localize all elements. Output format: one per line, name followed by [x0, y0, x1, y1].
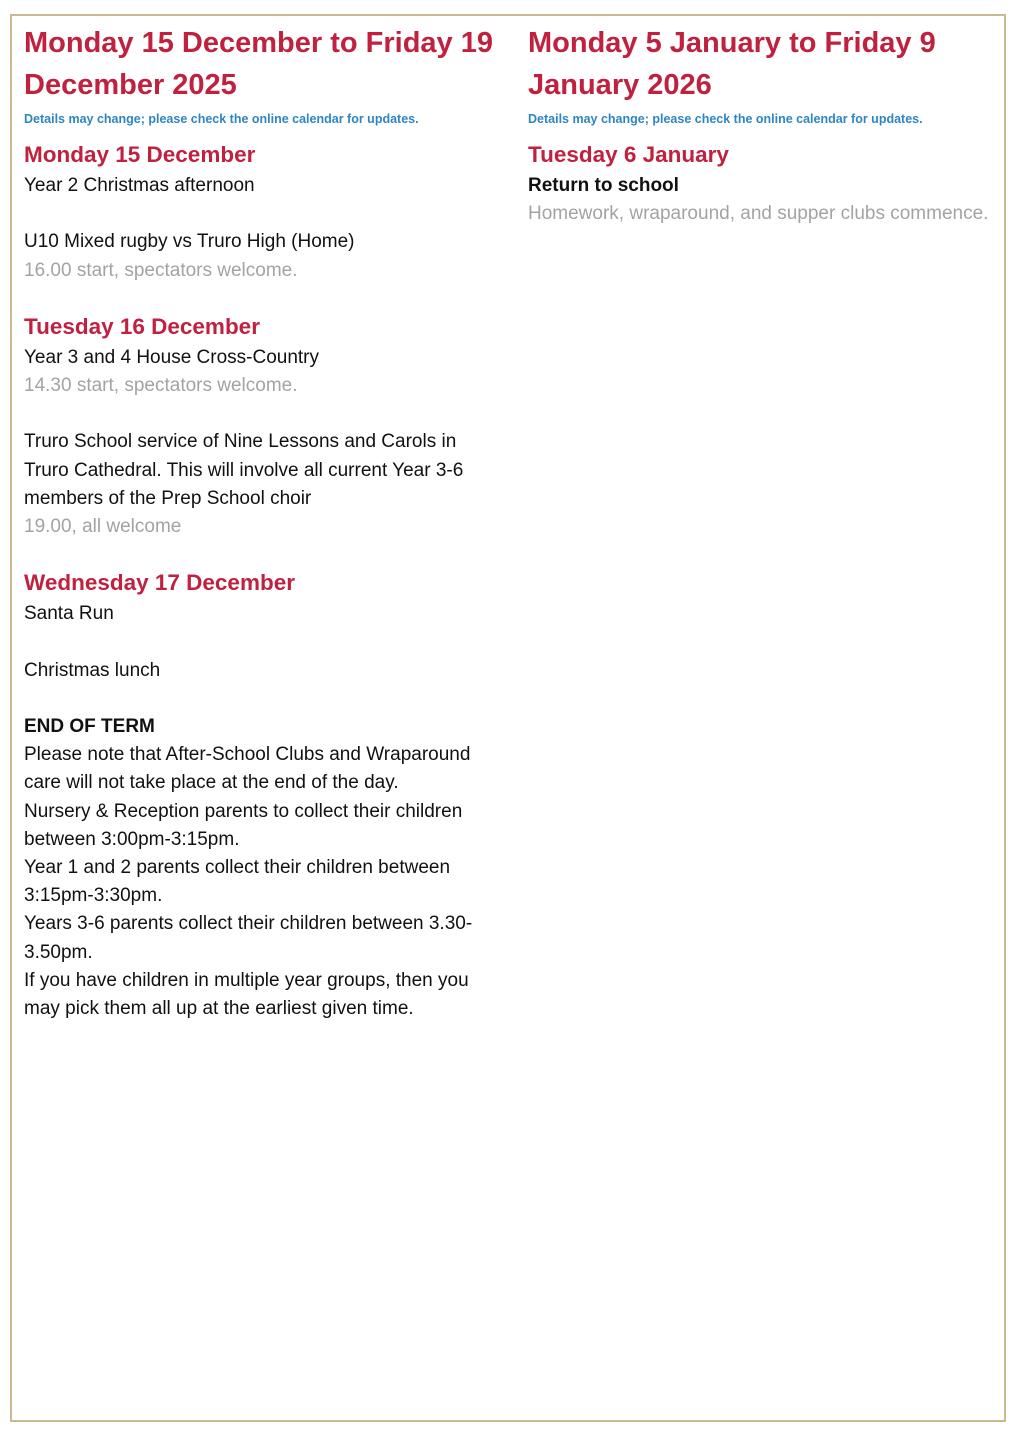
event-title: Year 2 Christmas afternoon	[24, 175, 255, 196]
calendar-note: Details may change; please check the online calendar for updates.	[528, 112, 923, 126]
day-heading: Monday 15 December	[24, 142, 256, 167]
week-column-january	[528, 22, 998, 228]
end-of-term-line: If you have children in multiple year groups, then you may pick them all up at the earliest given time.	[24, 969, 469, 1020]
event-detail: Homework, wraparound, and supper clubs commence.	[528, 203, 989, 225]
event-title: Year 3 and 4 House Cross-Country	[24, 346, 320, 368]
day-heading: Tuesday 16 December	[24, 313, 260, 339]
day-tuesday-16	[24, 312, 494, 541]
event-detail: 16.00 start, spectators welcome.	[24, 259, 298, 281]
week-title: Monday 15 December to Friday 19 December 2025	[24, 27, 493, 101]
end-of-term-line: Year 1 and 2 parents collect their children between 3:15pm-3:30pm.	[24, 857, 451, 907]
day-heading: Wednesday 17 December	[24, 570, 295, 596]
end-of-term-line: Nursery & Reception parents to collect their children between 3:00pm-3:15pm.	[24, 800, 463, 850]
day-monday-15	[24, 140, 494, 285]
end-of-term-line: Please note that After-School Clubs and Wraparound care will not take place at the end of the day.	[24, 744, 471, 794]
day-wednesday-17	[24, 568, 494, 1023]
event-title: Truro School service of Nine Lessons and Carols in Truro Cathedral. This will involve all current Year 3-6 members of the Prep School choir	[24, 431, 464, 509]
event-detail: 14.30 start, spectators welcome.	[24, 375, 298, 396]
event-title: Christmas lunch	[24, 659, 161, 681]
end-of-term-title: END OF TERM	[24, 715, 155, 737]
week-column-december	[24, 22, 494, 1023]
day-heading: Tuesday 6 January	[528, 142, 729, 167]
day-tuesday-6	[528, 140, 998, 228]
event-detail: 19.00, all welcome	[24, 516, 182, 537]
event-title: Santa Run	[24, 603, 114, 625]
end-of-term-line: Years 3-6 parents collect their children between 3.30-3.50pm.	[24, 913, 473, 963]
week-title: Monday 5 January to Friday 9 January 2026	[528, 27, 936, 101]
calendar-note: Details may change; please check the online calendar for updates.	[24, 112, 419, 126]
event-title: U10 Mixed rugby vs Truro High (Home)	[24, 231, 355, 253]
event-title: Return to school	[528, 175, 679, 196]
